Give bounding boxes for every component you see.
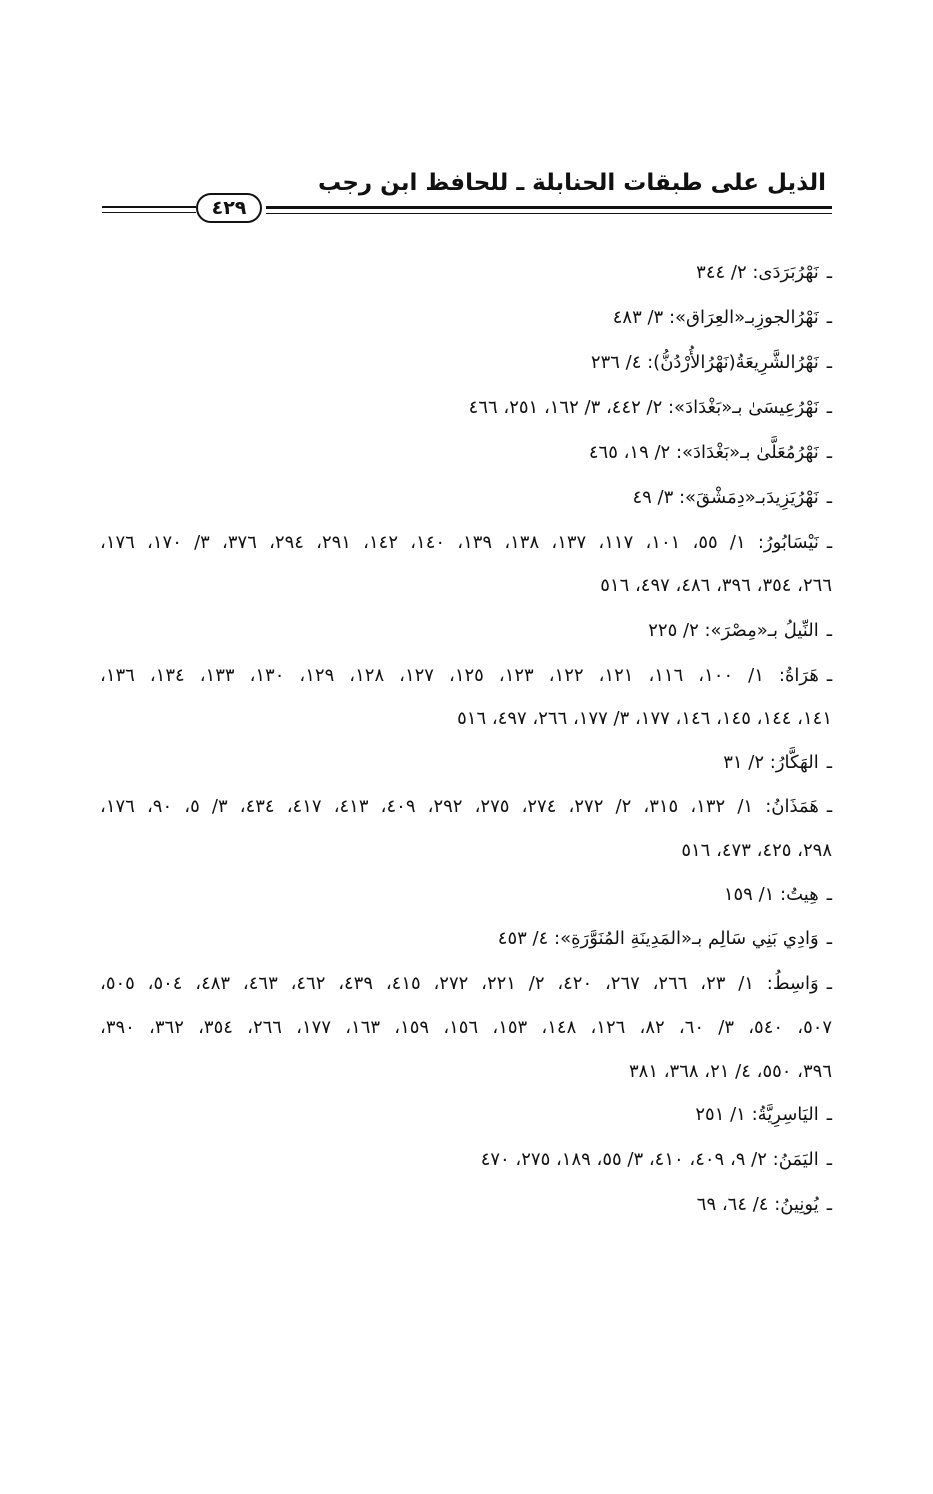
entry-dash: ـ [826,1104,832,1125]
entry-text: وَادِي بَنِي سَالِم بـ«المَدِينَةِ المُنَوَّرَةِ»: ٤/ ٤٥٣ [497,928,819,949]
index-line [100,348,832,378]
running-header [100,166,832,236]
entry-text: هَمَذَانُ: ١/ ١٣٢، ٣١٥، ٢/ ٢٧٢، ٢٧٤، ٢٧٥، ٢٩٢، ٤٠٩، ٤١٣، ٤١٧، ٤٣٤، ٣/ ٥، ٩٠، ١٧٦، [100,796,819,817]
entry-text: نَهْرُبَرَدَى: ٢/ ٣٤٤ [696,262,819,283]
index-line [100,616,832,646]
entry-text: نَهْرُعِيسَىٰ بـ«بَغْدَادَ»: ٢/ ٤٤٢، ٣/ ١٦٢، ٢٥١، ٤٦٦ [468,397,819,418]
index-line-continued [100,571,832,601]
entry-text: نَهْرُيَزِيدَبـ«دِمَشْقَ»: ٣/ ٤٩ [632,487,819,508]
entry-dash: ـ [826,307,832,328]
index-line [100,303,832,333]
index-line-continued [100,836,832,866]
index-line [100,528,832,558]
entry-dash: ـ [826,620,832,641]
entry-text: وَاسِطُ: ١/ ٢٣، ٢٦٦، ٢٦٧، ٤٢٠، ٢/ ٢٢١، ٢٧٢، ٤١٥، ٤٣٩، ٤٦٢، ٤٦٣، ٤٨٣، ٥٠٤، ٥٠٥، [100,973,819,994]
entry-dash: ـ [826,532,833,553]
entry-text: ١٤١، ١٤٤، ١٤٥، ١٤٦، ١٧٧، ٣/ ١٧٧، ٢٦٦، ٤٩٧، ٥١٦ [457,708,832,729]
index-line [100,1190,832,1220]
entry-text: هَرَاةُ: ١/ ١٠٠، ١١٦، ١٢١، ١٢٢، ١٢٣، ١٢٥، ١٢٧، ١٢٨، ١٢٩، ١٣٠، ١٣٣، ١٣٤، ١٣٦، [100,665,819,686]
entry-dash: ـ [826,397,832,418]
index-line-continued [100,1013,832,1043]
index-line [100,792,832,822]
index-line [100,438,832,468]
header-rule-left [102,206,196,208]
entry-text: يُونِينُ: ٤/ ٦٤، ٦٩ [696,1194,819,1215]
header-rule-right [266,206,832,209]
entry-text: النِّيلُ بـ«مِصْرَ»: ٢/ ٢٢٥ [648,620,819,641]
page-number: ٤٢٩ [196,193,262,223]
entry-dash: ـ [826,752,832,773]
index-line-continued [100,704,832,734]
entry-dash: ـ [826,665,833,686]
entry-dash: ـ [826,796,833,817]
index-line [100,1100,832,1130]
entry-dash: ـ [826,1149,832,1170]
entry-text: ٥٠٧، ٥٤٠، ٣/ ٦٠، ٨٢، ١٢٦، ١٤٨، ١٥٣، ١٥٦، ١٥٩، ١٦٣، ١٧٧، ٢٦٦، ٣٥٤، ٣٦٢، ٣٩٠، [100,1017,833,1038]
header-rule-right-thin [266,213,832,214]
index-line [100,661,832,691]
index-line [100,258,832,288]
entry-text: نَيْسَابُورُ: ١/ ٥٥، ١٠١، ١١٧، ١٣٧، ١٣٨، ١٣٩، ١٤٠، ١٤٢، ٢٩١، ٢٩٤، ٣٧٦، ٣/ ١٧٠، ١٧٦، [100,532,819,553]
entry-dash: ـ [826,352,832,373]
index-line [100,924,832,954]
entry-text: ٣٩٦، ٥٥٠، ٤/ ٢١، ٣٦٨، ٣٨١ [629,1061,832,1082]
entry-text: اليَمَنُ: ٢/ ٩، ٤٠٩، ٤١٠، ٣/ ٥٥، ١٨٩، ٢٧٥، ٤٧٠ [480,1149,819,1170]
index-line [100,1145,832,1175]
entry-dash: ـ [826,1194,832,1215]
header-title: الذيل على طبقات الحنابلة ـ للحافظ ابن رجب [317,170,826,196]
entry-dash: ـ [826,928,832,949]
entry-text: نَهْرُالشَّرِيعَةُ(نَهْرُالأُرْدُنُّ): ٤/ ٢٣٦ [590,352,819,373]
entry-text: الهَكَّارُ: ٢/ ٣١ [723,752,819,773]
entry-text: ٢٩٨، ٤٢٥، ٤٧٣، ٥١٦ [681,840,832,861]
entry-text: هِيتُ: ١/ ١٥٩ [723,884,819,905]
index-line-continued [100,1057,832,1087]
entry-dash: ـ [826,262,832,283]
entry-text: اليَاسِرِيَّةُ: ١/ ٢٥١ [695,1104,819,1125]
entry-dash: ـ [826,884,832,905]
entry-text: نَهْرُالجوزِبـ«العِرَاق»: ٣/ ٤٨٣ [612,307,819,328]
entry-dash: ـ [826,487,832,508]
index-line [100,483,832,513]
index-line [100,969,832,999]
entry-text: نَهْرُمُعَلَّىٰ بـ«بَغْدَادَ»: ٢/ ١٩، ٤٦٥ [588,442,819,463]
entry-dash: ـ [826,442,832,463]
entry-dash: ـ [826,973,832,994]
index-line [100,880,832,910]
index-line [100,748,832,778]
header-rule-left-thin [102,212,196,213]
index-line [100,393,832,423]
entry-text: ٢٦٦، ٣٥٤، ٣٩٦، ٤٨٦، ٤٩٧، ٥١٦ [600,575,832,596]
